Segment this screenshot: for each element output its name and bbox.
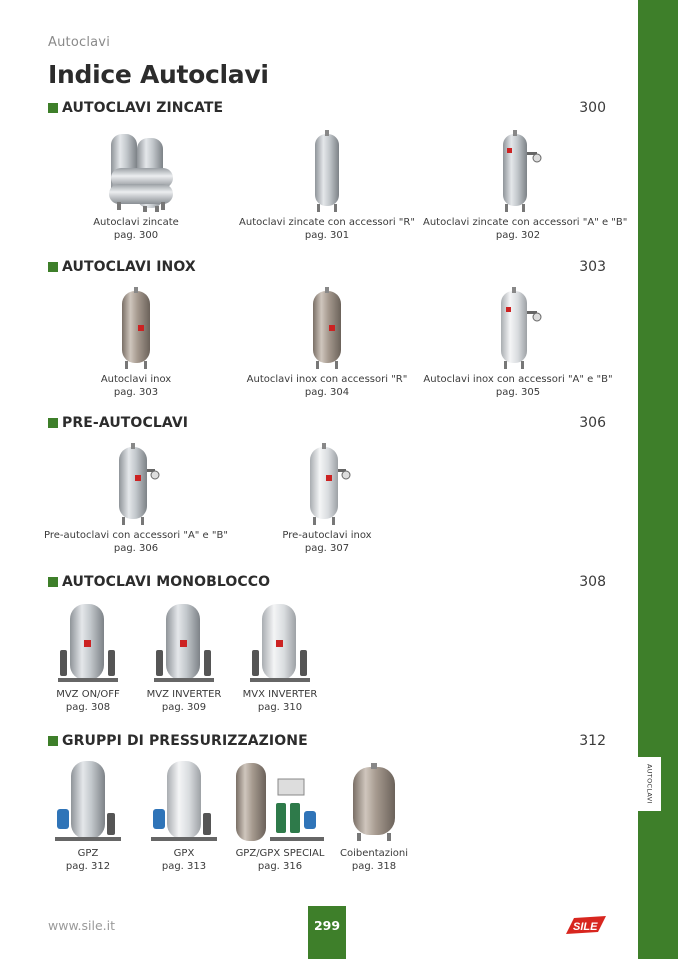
section-page-number: 303 xyxy=(579,259,606,275)
product-coibentazioni[interactable] xyxy=(289,759,459,873)
product-page: pag. 304 xyxy=(304,387,350,398)
zinc-tanks-group-image xyxy=(71,128,201,216)
chapter-tab-label: AUTOCLAVI xyxy=(645,764,654,804)
zinc-tank-image xyxy=(307,128,347,216)
product-page: pag. 306 xyxy=(113,543,159,554)
page-number: 299 xyxy=(308,906,346,959)
product-page: pag. 308 xyxy=(65,702,111,713)
section-pre-autoclavi[interactable] xyxy=(48,415,608,433)
chapter-tab[interactable] xyxy=(638,756,662,812)
section-autoclavi-monoblocco[interactable] xyxy=(48,574,608,592)
section-gruppi-pressurizzazione[interactable] xyxy=(48,733,608,751)
section-title: AUTOCLAVI MONOBLOCCO xyxy=(62,574,271,590)
breadcrumb[interactable]: Autoclavi xyxy=(48,35,111,50)
section-title: GRUPPI DI PRESSURIZZAZIONE xyxy=(62,733,308,749)
product-page: pag. 307 xyxy=(304,543,350,554)
product-name: Autoclavi inox con accessori "R" xyxy=(246,374,408,385)
product-pre-autoclavi-inox[interactable] xyxy=(232,441,422,555)
section-bullet-icon xyxy=(48,103,58,113)
product-name: GPZ/GPX SPECIAL xyxy=(235,848,325,859)
product-autoclavi-zincate[interactable] xyxy=(41,128,231,242)
monoblock-mvx-inverter-image xyxy=(248,600,312,688)
product-page: pag. 316 xyxy=(257,861,303,872)
product-name: Pre-autoclavi inox xyxy=(282,530,372,541)
product-page: pag. 300 xyxy=(113,230,159,241)
sile-logo-icon xyxy=(564,914,608,942)
product-mvx-inverter[interactable] xyxy=(195,600,365,714)
section-page-number: 300 xyxy=(579,100,606,116)
pre-autoclave-inox-image xyxy=(302,441,352,529)
product-name: Autoclavi zincate con accessori "A" e "B" xyxy=(423,217,628,228)
product-page: pag. 303 xyxy=(113,387,159,398)
section-title: PRE-AUTOCLAVI xyxy=(62,415,189,431)
product-page: pag. 305 xyxy=(495,387,541,398)
section-page-number: 306 xyxy=(579,415,606,431)
chapter-tab-fold xyxy=(638,812,662,838)
product-autoclavi-zincate-r[interactable] xyxy=(232,128,422,242)
section-autoclavi-inox[interactable] xyxy=(48,259,608,277)
section-bullet-icon xyxy=(48,262,58,272)
section-bullet-icon xyxy=(48,736,58,746)
section-page-number: 312 xyxy=(579,733,606,749)
product-page: pag. 310 xyxy=(257,702,303,713)
sile-logo-text: SILE xyxy=(573,921,598,933)
product-name: GPX xyxy=(173,848,195,859)
product-page: pag. 301 xyxy=(304,230,350,241)
product-name: Coibentazioni xyxy=(339,848,409,859)
product-name: MVZ INVERTER xyxy=(146,689,222,700)
product-name: MVX INVERTER xyxy=(242,689,318,700)
section-title: AUTOCLAVI ZINCATE xyxy=(62,100,224,116)
product-autoclavi-inox-r[interactable] xyxy=(232,285,422,399)
product-autoclavi-inox[interactable] xyxy=(41,285,231,399)
section-page-number: 308 xyxy=(579,574,606,590)
product-pre-autoclavi-ab[interactable] xyxy=(41,441,231,555)
product-name: GPZ xyxy=(77,848,99,859)
product-page: pag. 309 xyxy=(161,702,207,713)
product-page: pag. 313 xyxy=(161,861,207,872)
product-name: Autoclavi inox con accessori "A" e "B" xyxy=(423,374,613,385)
product-name: MVZ ON/OFF xyxy=(56,689,120,700)
inox-tank-r-image xyxy=(307,285,347,373)
footer-website-link[interactable]: www.sile.it xyxy=(48,918,115,933)
page-title: Indice Autoclavi xyxy=(48,60,269,89)
product-autoclavi-inox-ab[interactable] xyxy=(423,285,613,399)
product-name: Pre-autoclavi con accessori "A" e "B" xyxy=(44,530,228,541)
section-bullet-icon xyxy=(48,577,58,587)
inox-tank-accessories-image xyxy=(493,285,543,373)
insulated-tank-image xyxy=(349,759,399,847)
product-name: Autoclavi inox xyxy=(100,374,172,385)
product-name: Autoclavi zincate xyxy=(93,217,179,228)
zinc-tank-accessories-image xyxy=(493,128,543,216)
section-title: AUTOCLAVI INOX xyxy=(62,259,196,275)
product-name: Autoclavi zincate con accessori "R" xyxy=(239,217,415,228)
section-bullet-icon xyxy=(48,418,58,428)
product-page: pag. 302 xyxy=(495,230,541,241)
product-autoclavi-zincate-ab[interactable] xyxy=(423,128,628,242)
product-page: pag. 318 xyxy=(351,861,397,872)
inox-tank-image xyxy=(116,285,156,373)
product-page: pag. 312 xyxy=(65,861,111,872)
section-autoclavi-zincate[interactable] xyxy=(48,100,608,118)
pre-autoclave-image xyxy=(111,441,161,529)
